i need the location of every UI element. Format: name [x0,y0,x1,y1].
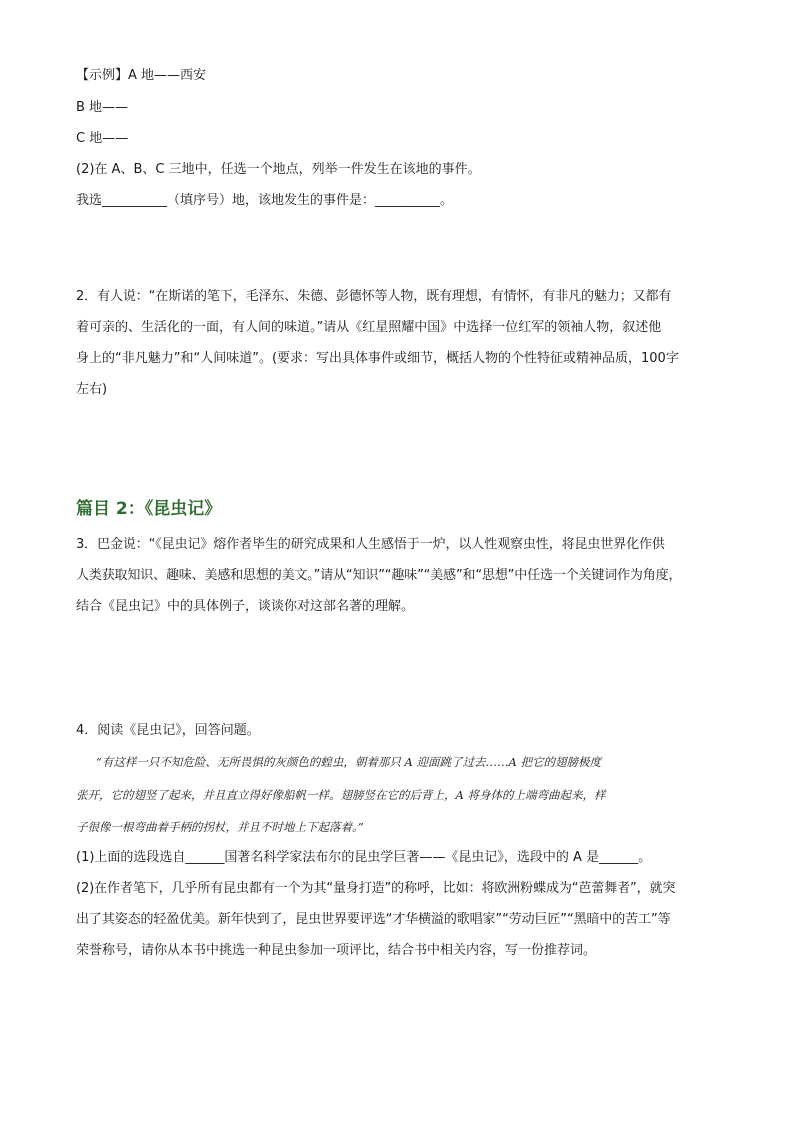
question-3-line-1: 3．巴金说：“《昆虫记》熔作者毕生的研究成果和人生感悟于一炉，以人性观察虫性，将昆虫世界化作供 [76,537,665,552]
sub-question-4-1: (1)上面的选段选自______国著名科学家法布尔的昆虫学巨著——《昆虫记》，选段中的 A 是______。 [76,850,652,865]
c-location-line: C 地—— [76,131,129,146]
question-2-line-4: 左右) [76,382,108,397]
question-2-line-2: 着可亲的、生活化的一面，有人间的味道。”请从《红星照耀中国》中选择一位红军的领袖人物，叙述他 [76,320,662,335]
question-2-line-1: 2．有人说：“在斯诺的笔下，毛泽东、朱德、彭德怀等人物，既有理想，有情怀，有非凡的魅力；又都有 [76,289,672,304]
question-3-line-2: 人类获取知识、趣味、美感和思想的美文。”请从“知识”“趣味”“美感”和“思想”中任选一个关键词作为角度， [76,568,682,583]
answer-line: 我选__________（填序号）地，该地发生的事件是：__________。 [76,193,454,208]
example-line: 【示例】A 地——西安 [76,68,207,83]
question-3-line-3: 结合《昆虫记》中的具体例子，谈谈你对这部名著的理解。 [76,599,415,614]
quote-line-1: “有这样一只不知危险、无所畏惧的灰颜色的蝗虫，朝着那只 A 迎面跳了过去……A 把它的翅膀极度 [96,755,601,769]
section-heading: 篇目 2：《昆虫记》 [76,499,222,519]
question-2-line-3: 身上的“非凡魅力”和“人间味道”。(要求：写出具体事件或细节，概括人物的个性特征或精神品质，100字 [76,351,679,366]
quote-line-2: 张开，它的翅竖了起来，并且直立得好像船帆一样。翅膀竖在它的后背上，A 将身体的上端弯曲起来，样 [76,788,606,802]
sub-question-4-2-line-3: 荣誉称号，请你从本书中挑选一种昆虫参加一项评比，结合书中相关内容，写一份推荐词。 [76,943,597,958]
sub-question-4-2-line-2: 出了其姿态的轻盈优美。新年快到了，昆虫世界要评选“才华横溢的歌唱家”“劳动巨匠”“黑暗中的苦工”等 [76,912,671,927]
quote-line-3: 子很像一根弯曲着手柄的拐杖，并且不时地上下起落着。” [76,820,364,834]
question-4-intro: 4．阅读《昆虫记》，回答问题。 [76,723,260,738]
b-location-line: B 地—— [76,100,129,115]
sub-question-2: (2)在 A、B、C 三地中，任选一个地点，列举一件发生在该地的事件。 [76,162,481,177]
sub-question-4-2-line-1: (2)在作者笔下，几乎所有昆虫都有一个为其“量身打造”的称呼，比如：将欧洲粉蝶成为“芭蕾舞者”，就突 [76,881,676,896]
